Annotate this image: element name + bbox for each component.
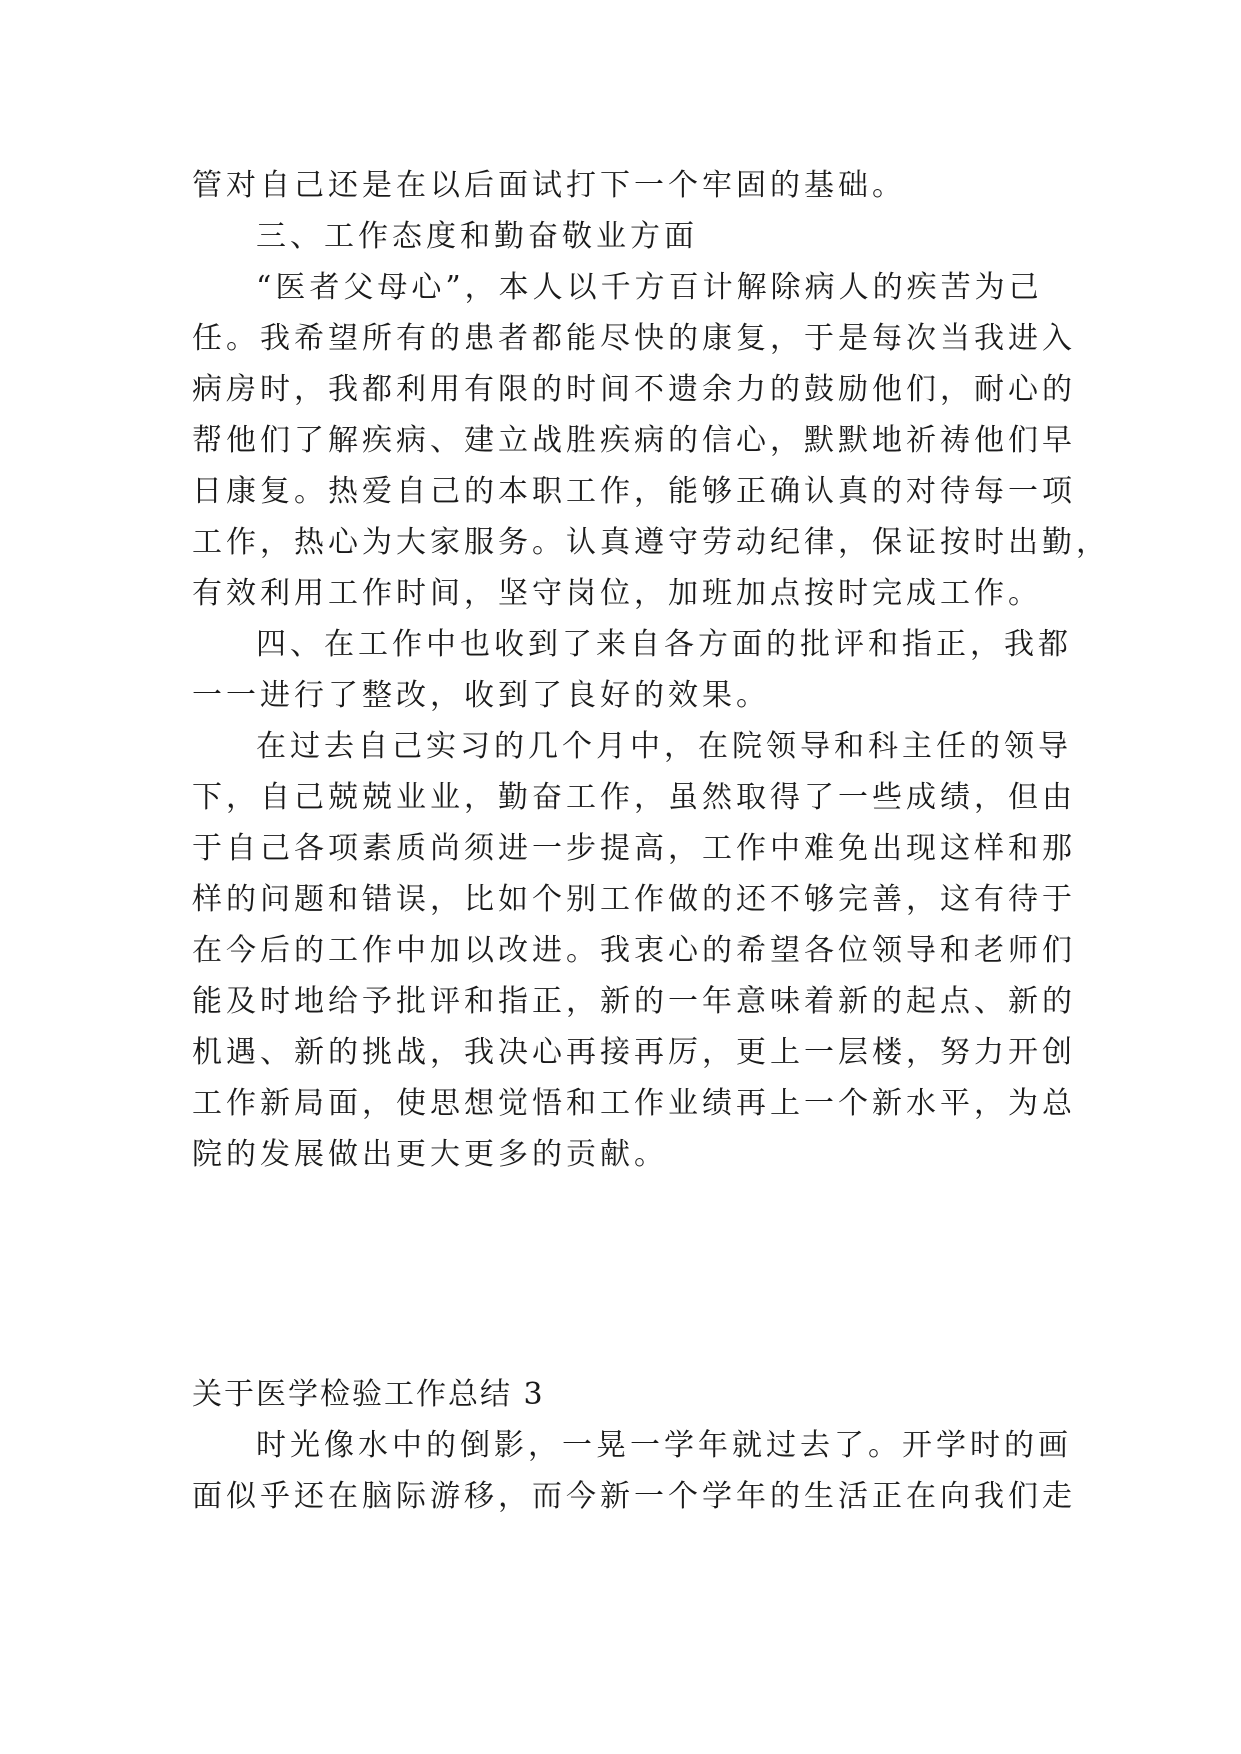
text-line: 在今后的工作中加以改进。我衷心的希望各位领导和老师们 [192,933,1076,968]
document-title-3: 关于医学检验工作总结 3 [192,1377,545,1412]
section-heading-3: 三、工作态度和勤奋敬业方面 [256,219,698,254]
section-heading-4: 四、在工作中也收到了来自各方面的批评和指正，我都 [256,627,1072,662]
text-line: 病房时，我都利用有限的时间不遗余力的鼓励他们，耐心的 [192,372,1076,407]
text-line: 有效利用工作时间，坚守岗位，加班加点按时完成工作。 [192,576,1042,611]
text-line: 日康复。热爱自己的本职工作，能够正确认真的对待每一项 [192,474,1076,509]
text-line: 下，自己兢兢业业，勤奋工作，虽然取得了一些成绩，但由 [192,780,1076,815]
text-line: 任。我希望所有的患者都能尽快的康复，于是每次当我进入 [192,321,1076,356]
text-line: 帮他们了解疾病、建立战胜疾病的信心，默默地祈祷他们早 [192,423,1076,458]
text-line: 机遇、新的挑战，我决心再接再厉，更上一层楼，努力开创 [192,1035,1076,1070]
text-line: “医者父母心”，本人以千方百计解除病人的疾苦为己 [256,270,1043,305]
text-line: 工作，热心为大家服务。认真遵守劳动纪律，保证按时出勤， [192,525,1110,560]
text-line: 管对自己还是在以后面试打下一个牢固的基础。 [192,168,906,203]
text-line: 院的发展做出更大更多的贡献。 [192,1137,668,1172]
text-line: 能及时地给予批评和指正，新的一年意味着新的起点、新的 [192,984,1076,1019]
text-line: 样的问题和错误，比如个别工作做的还不够完善，这有待于 [192,882,1076,917]
body-text-section-1 [192,160,1110,1180]
body-text-section-2 [192,1420,1076,1522]
text-line: 工作新局面，使思想觉悟和工作业绩再上一个新水平，为总 [192,1086,1076,1121]
text-line: 面似乎还在脑际游移，而今新一个学年的生活正在向我们走 [192,1479,1076,1514]
text-line: 时光像水中的倒影，一晃一学年就过去了。开学时的画 [256,1428,1072,1463]
text-line: 一一进行了整改，收到了良好的效果。 [192,678,770,713]
text-line: 于自己各项素质尚须进一步提高，工作中难免出现这样和那 [192,831,1076,866]
text-line: 在过去自己实习的几个月中，在院领导和科主任的领导 [256,729,1072,764]
